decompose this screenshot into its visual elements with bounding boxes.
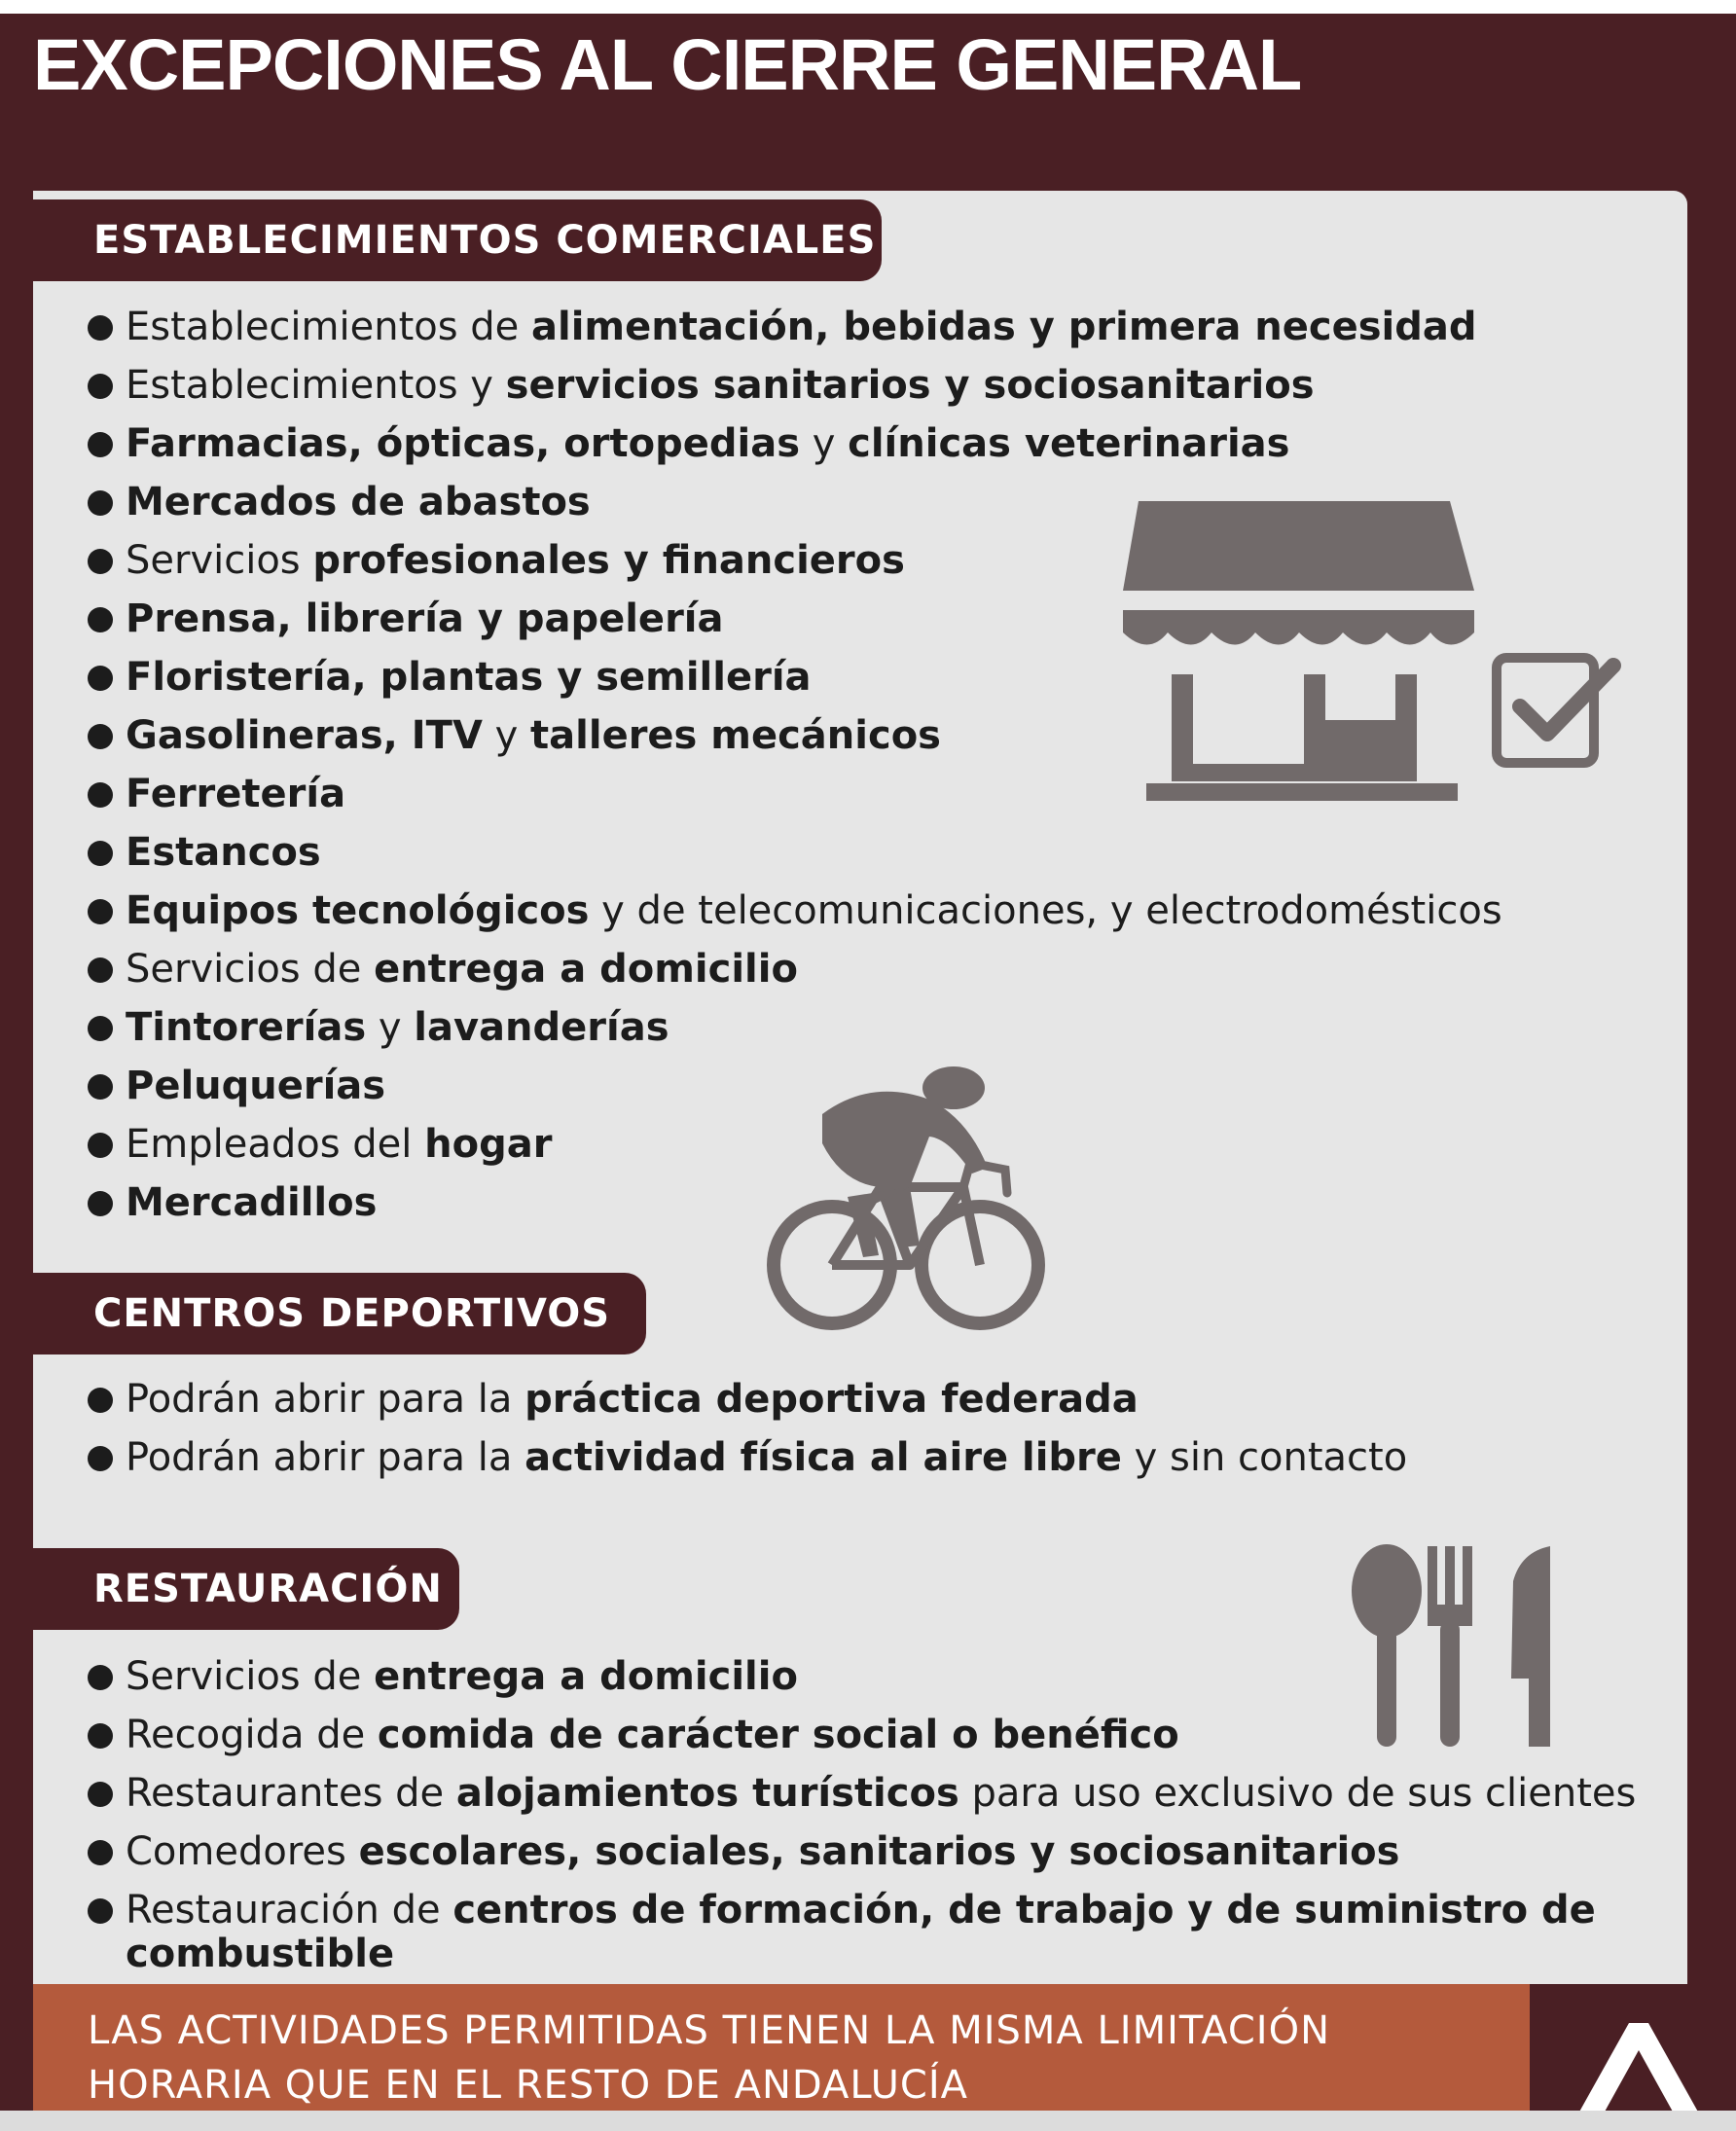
bullet-icon bbox=[88, 1388, 113, 1413]
bullet-icon bbox=[88, 1074, 113, 1100]
bullet-icon bbox=[88, 1782, 113, 1807]
list-item-text: Recogida de comida de carácter social o benéfico bbox=[126, 1713, 1179, 1757]
list-item-text: Equipos tecnológicos y de telecomunicaciones, y electrodomésticos bbox=[126, 888, 1502, 933]
list-item-text: Estancos bbox=[126, 830, 321, 875]
footer-text: LAS ACTIVIDADES PERMITIDAS TIENEN LA MISMA LIMITACIÓN HORARIA QUE EN EL RESTO DE ANDALUCÍA bbox=[88, 2008, 1331, 2108]
bullet-icon bbox=[88, 432, 113, 457]
bullet-icon bbox=[88, 782, 113, 808]
list-item-text: Comedores escolares, sociales, sanitarios y sociosanitarios bbox=[126, 1829, 1400, 1874]
list-item-text: Ferretería bbox=[126, 772, 346, 816]
bullet-icon bbox=[88, 1016, 113, 1041]
list-item-text: Servicios profesionales y financieros bbox=[126, 538, 905, 583]
list-item-text: Floristería, plantas y semillería bbox=[126, 655, 812, 700]
bullet-icon bbox=[88, 315, 113, 341]
list-item-text: Prensa, librería y papelería bbox=[126, 596, 724, 641]
bullet-icon bbox=[88, 490, 113, 516]
bullet-icon bbox=[88, 1191, 113, 1216]
list-item-text: Establecimientos y servicios sanitarios y sociosanitarios bbox=[126, 363, 1315, 408]
list-item-text: Establecimientos de alimentación, bebidas y primera necesidad bbox=[126, 305, 1477, 349]
list-item-text: Servicios de entrega a domicilio bbox=[126, 1654, 798, 1699]
bullet-icon bbox=[88, 1723, 113, 1749]
list-item-text: Tintorerías y lavanderías bbox=[126, 1005, 669, 1050]
bullet-icon bbox=[88, 374, 113, 399]
list-item-text: Peluquerías bbox=[126, 1064, 386, 1108]
list-item-text: Empleados del hogar bbox=[126, 1122, 553, 1167]
cyclist-icon bbox=[764, 1061, 1056, 1343]
bullet-icon bbox=[88, 1133, 113, 1158]
list-item-text: Farmacias, ópticas, ortopedias y clínicas veterinarias bbox=[126, 421, 1290, 466]
footer-banner bbox=[33, 1984, 1530, 2111]
bullet-icon bbox=[88, 841, 113, 866]
bullet-icon bbox=[88, 1840, 113, 1865]
cutlery-icon bbox=[1348, 1542, 1562, 1752]
section-label-deportivos: CENTROS DEPORTIVOS bbox=[33, 1273, 646, 1354]
list-item-text: Servicios de entrega a domicilio bbox=[126, 947, 798, 992]
junta-andalucia-logo bbox=[1530, 1984, 1736, 2131]
bullet-icon bbox=[88, 607, 113, 632]
section-label-restauracion: RESTAURACIÓN bbox=[33, 1548, 459, 1630]
bullet-icon bbox=[88, 1898, 113, 1924]
bottom-strip bbox=[0, 2111, 1736, 2131]
bullet-icon bbox=[88, 724, 113, 749]
page-title: EXCEPCIONES AL CIERRE GENERAL bbox=[33, 24, 1302, 105]
list-item-text: Gasolineras, ITV y talleres mecánicos bbox=[126, 713, 941, 758]
list-item-text: Podrán abrir para la actividad física al aire libre y sin contacto bbox=[126, 1435, 1408, 1480]
bullet-icon bbox=[88, 957, 113, 983]
list-item-text: Mercados de abastos bbox=[126, 480, 591, 524]
list-item-text: Restauración de centros de formación, de trabajo y de suministro de bbox=[126, 1888, 1596, 1932]
bullet-icon bbox=[88, 1665, 113, 1690]
section-label-comerciales: ESTABLECIMIENTOS COMERCIALES bbox=[33, 199, 882, 281]
bullet-icon bbox=[88, 1446, 113, 1471]
bullet-icon bbox=[88, 549, 113, 574]
list-item-text: Restaurantes de alojamientos turísticos para uso exclusivo de sus clientes bbox=[126, 1771, 1637, 1816]
bullet-icon bbox=[88, 899, 113, 924]
shop-icon bbox=[1119, 501, 1479, 813]
bullet-icon bbox=[88, 666, 113, 691]
checkbox-checked-icon bbox=[1491, 650, 1623, 771]
list-item-text: Mercadillos bbox=[126, 1180, 378, 1225]
list-item-text: Podrán abrir para la práctica deportiva federada bbox=[126, 1377, 1139, 1422]
